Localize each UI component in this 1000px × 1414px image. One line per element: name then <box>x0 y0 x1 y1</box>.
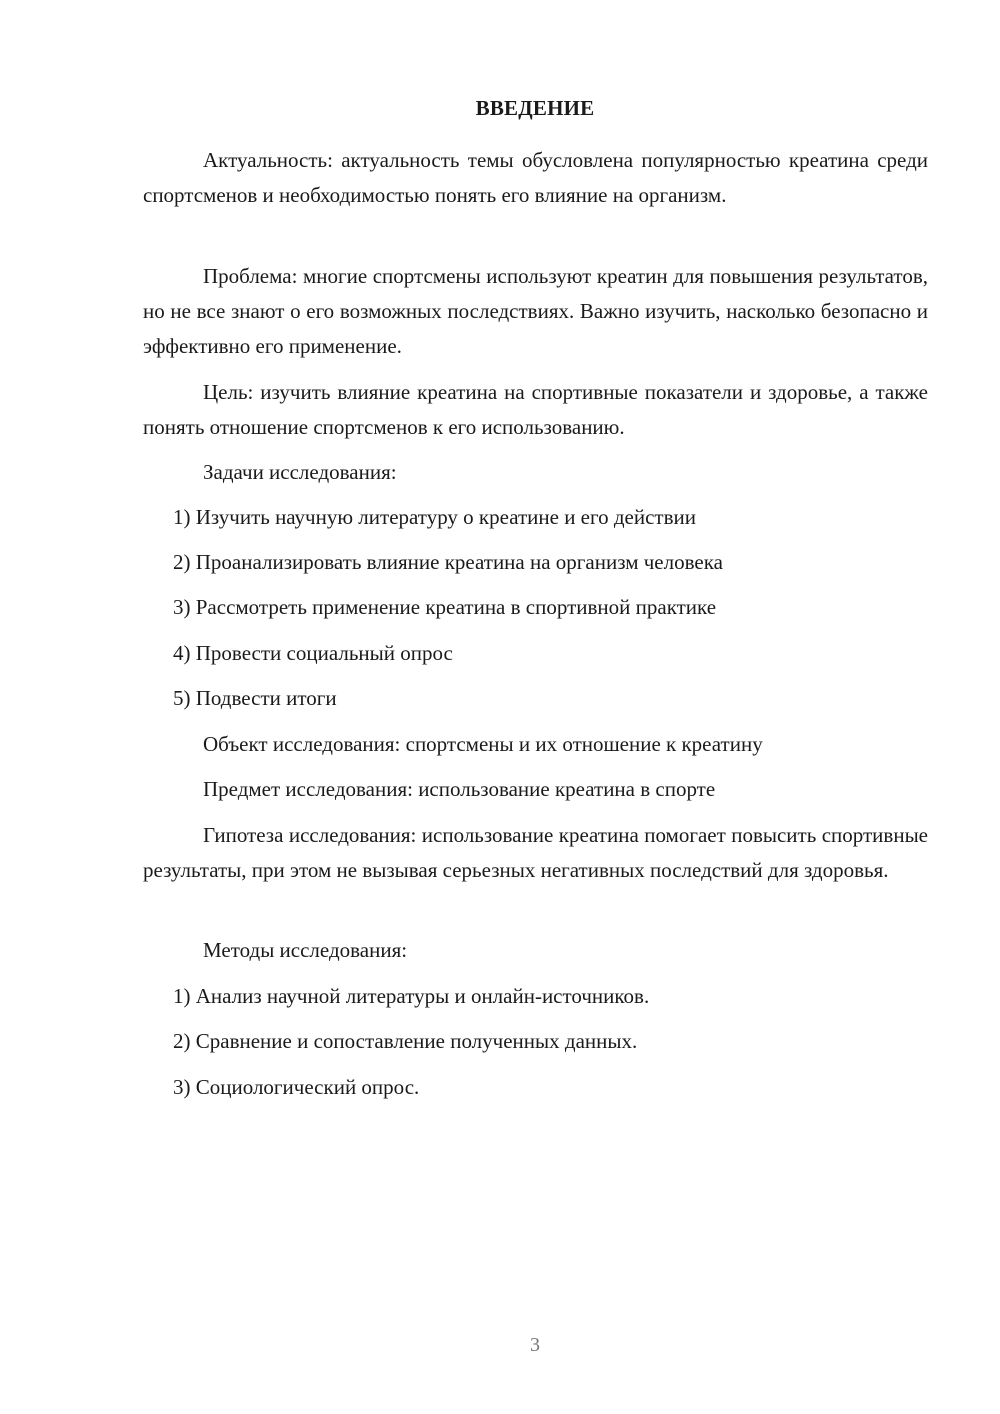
subject-line: Предмет исследования: использование креатина в спорте <box>203 777 716 801</box>
problem-paragraph: Проблема: многие спортсмены используют креатин для повышения результатов, но не все знают о его возможных последствиях. Важно изучить, насколько безопасно и эффективно его применение. <box>143 264 928 358</box>
list-item: 2) Проанализировать влияние креатина на организм человека <box>173 550 723 574</box>
relevance-paragraph: Актуальность: актуальность темы обусловлена популярностью креатина среди спортсменов и необходимостью понять его влияние на организм. <box>143 148 928 207</box>
object-line: Объект исследования: спортсмены и их отношение к креатину <box>203 732 763 756</box>
list-item: 3) Социологический опрос. <box>173 1075 420 1099</box>
methods-heading: Методы исследования: <box>203 938 408 962</box>
tasks-heading: Задачи исследования: <box>203 460 397 484</box>
page-number: 3 <box>530 1334 540 1356</box>
list-item: 1) Анализ научной литературы и онлайн-источников. <box>173 984 650 1008</box>
list-item: 1) Изучить научную литературу о креатине и его действии <box>173 505 696 529</box>
goal-paragraph: Цель: изучить влияние креатина на спортивные показатели и здоровье, а также понять отношение спортсменов к его использованию. <box>143 380 928 439</box>
list-item: 3) Рассмотреть применение креатина в спортивной практике <box>173 595 717 619</box>
list-item: 5) Подвести итоги <box>173 686 337 710</box>
hypothesis-paragraph: Гипотеза исследования: использование креатина помогает повысить спортивные результаты, при этом не вызывая серьезных негативных последствий для здоровья. <box>143 823 928 882</box>
list-item: 4) Провести социальный опрос <box>173 641 453 665</box>
list-item: 2) Сравнение и сопоставление полученных данных. <box>173 1029 638 1053</box>
page-title: ВВЕДЕНИЕ <box>475 96 595 120</box>
